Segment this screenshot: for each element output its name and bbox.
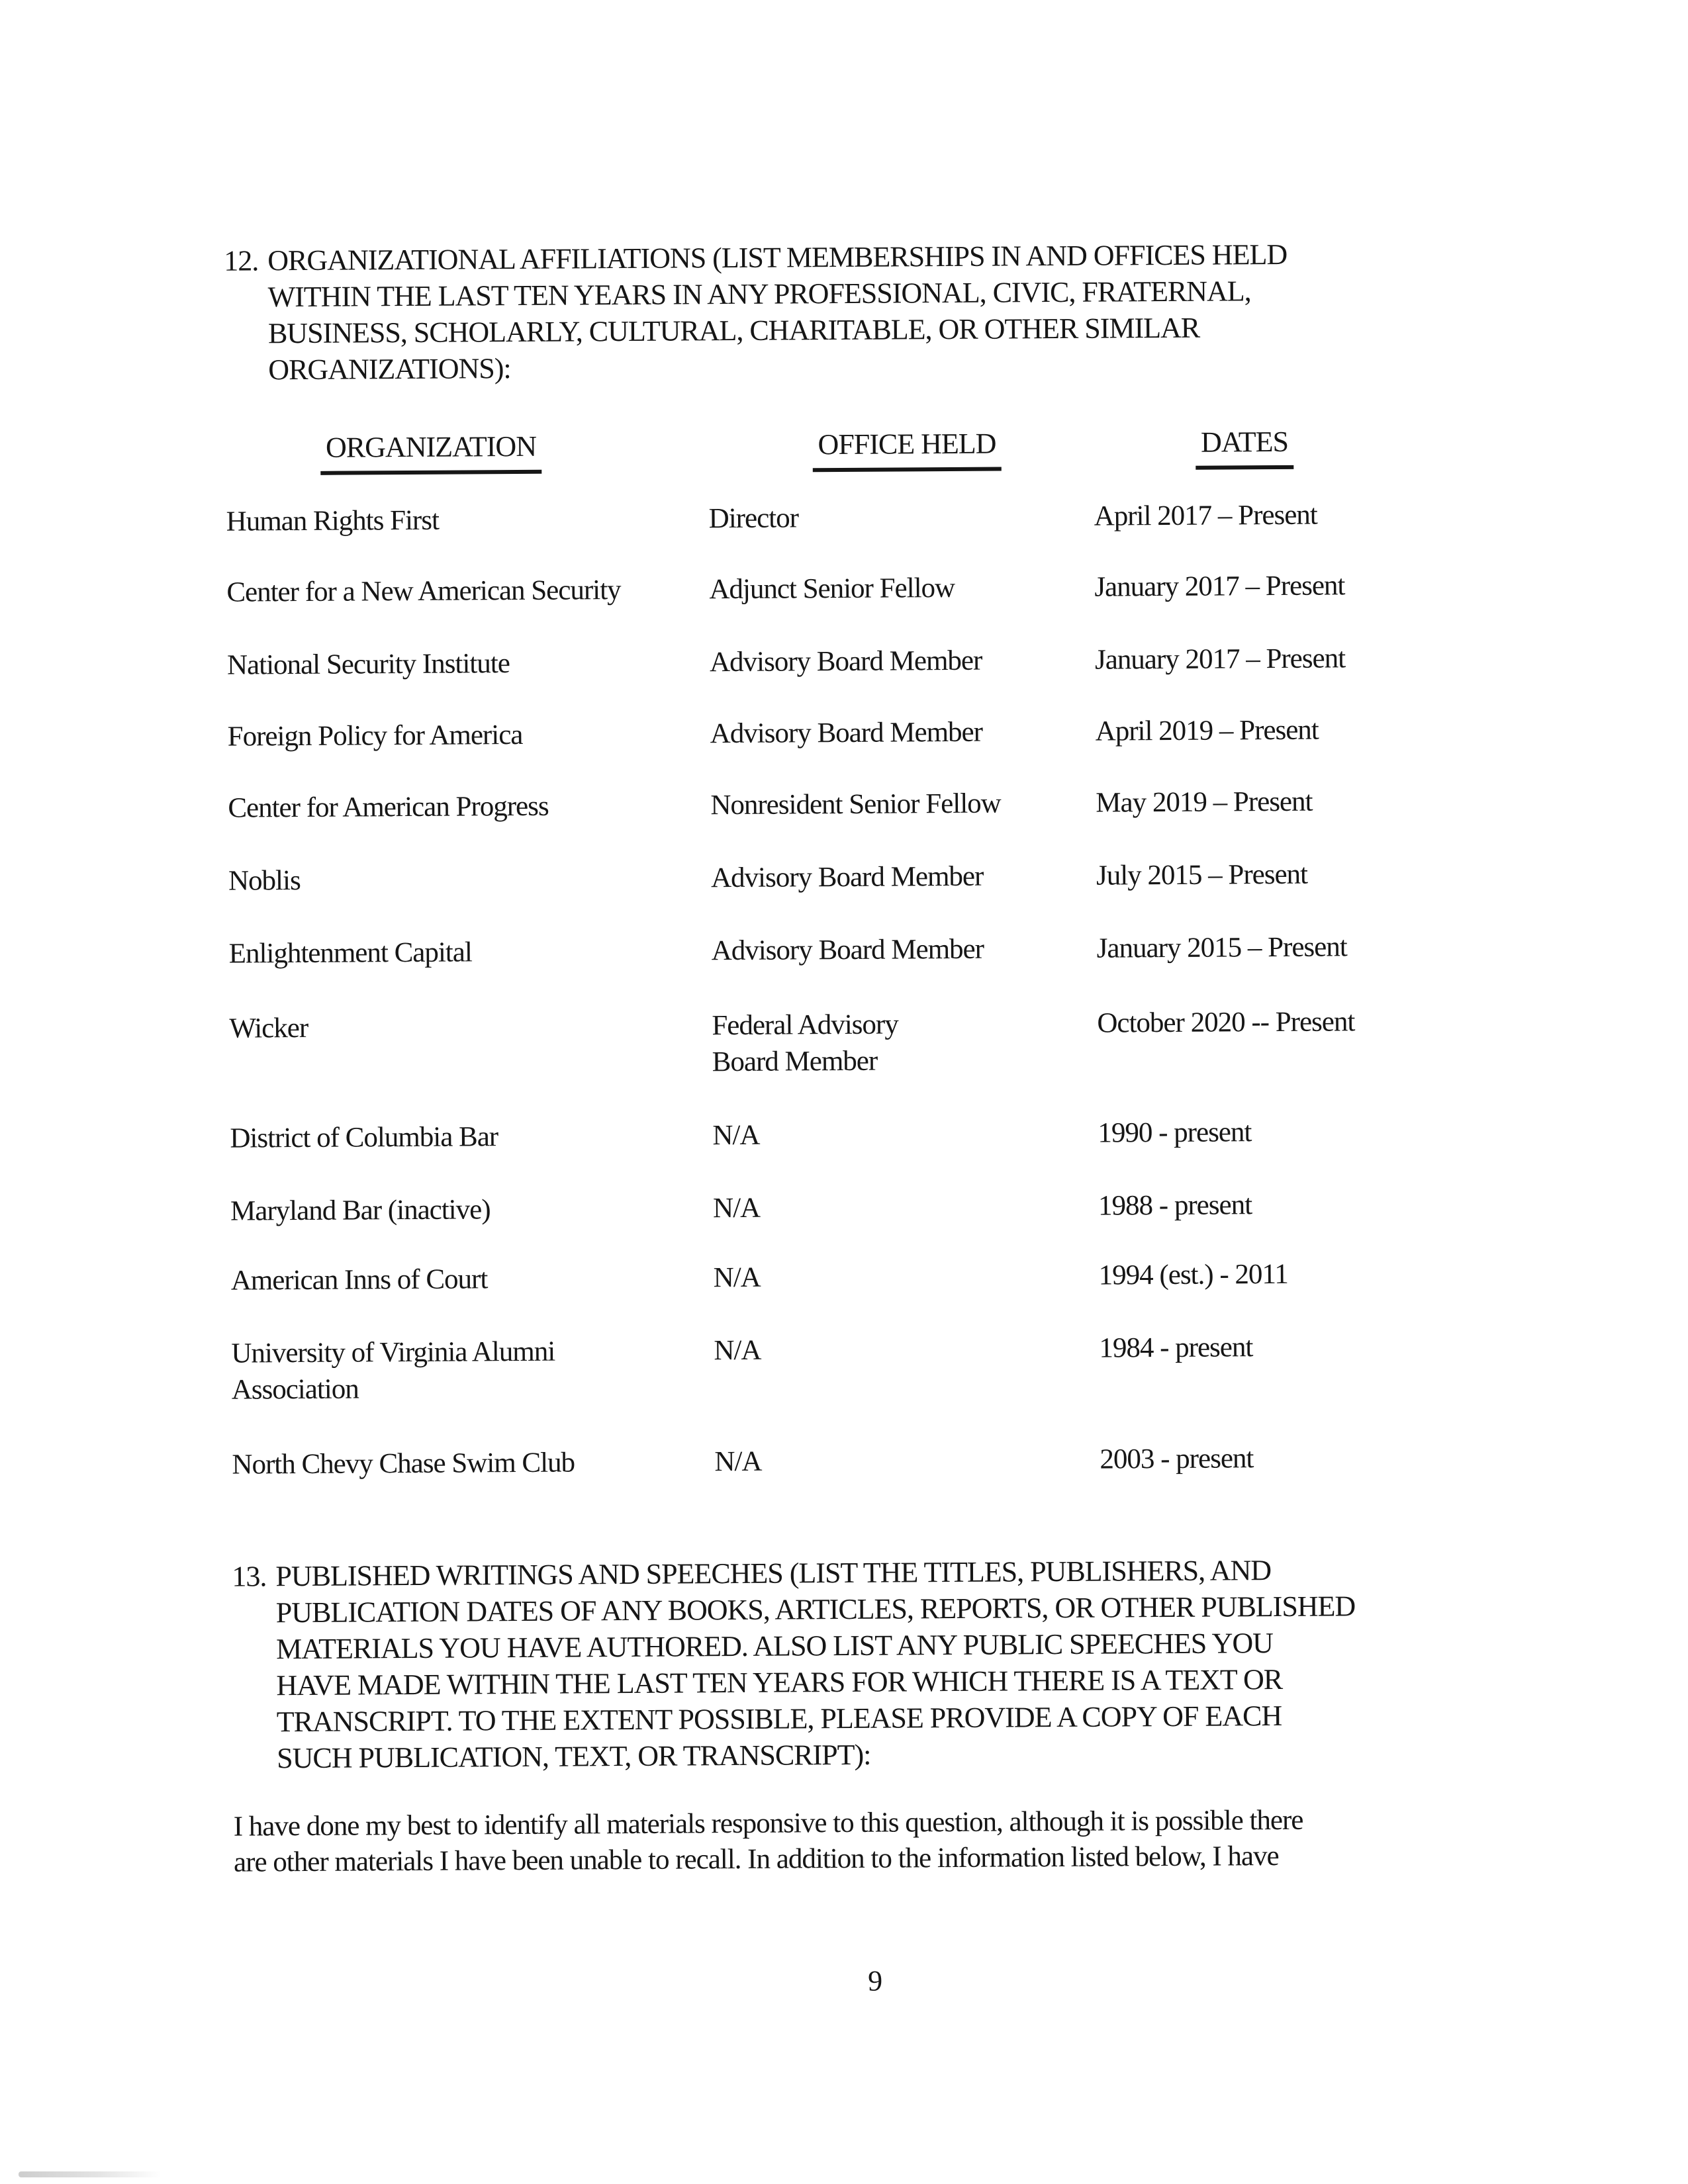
question-12 bbox=[224, 236, 1288, 388]
organization-cell: Noblis bbox=[228, 865, 301, 897]
dates-cell: 1984 - present bbox=[1099, 1332, 1253, 1364]
office-held-cell: Advisory Board Member bbox=[710, 860, 984, 894]
organization-cell: National Security Institute bbox=[226, 648, 510, 681]
dates-cell: 1988 - present bbox=[1098, 1189, 1252, 1222]
organization-cell: Maryland Bar (inactive) bbox=[230, 1194, 491, 1227]
office-held-cell: Advisory Board Member bbox=[711, 933, 984, 967]
organization-cell: Center for American Progress bbox=[228, 790, 549, 824]
dates-cell: April 2019 – Present bbox=[1095, 714, 1319, 747]
dates-cell: January 2017 – Present bbox=[1094, 643, 1346, 676]
office-held-cell: Adjunct Senior Fellow bbox=[709, 572, 955, 606]
question-12-number: 12. bbox=[224, 244, 259, 277]
organization-cell: Foreign Policy for America bbox=[227, 719, 523, 752]
question-13-number: 13. bbox=[232, 1560, 267, 1593]
office-held-cell: N/A bbox=[714, 1334, 761, 1367]
table-header-office-held: OFFICE HELD bbox=[812, 426, 1001, 473]
scan-artifact-line bbox=[19, 2171, 161, 2177]
dates-cell: 2003 - present bbox=[1100, 1443, 1254, 1475]
dates-cell: 1990 - present bbox=[1098, 1116, 1252, 1149]
office-held-cell: N/A bbox=[712, 1192, 761, 1224]
page-number: 9 bbox=[868, 1964, 883, 1997]
office-held-cell: Advisory Board Member bbox=[710, 716, 983, 750]
office-held-cell: N/A bbox=[712, 1119, 760, 1152]
table-header-dates: DATES bbox=[1196, 424, 1293, 470]
office-held-cell: Nonresident Senior Fellow bbox=[710, 788, 1001, 821]
question-12-text: ORGANIZATIONAL AFFILIATIONS (LIST MEMBERSHIPS IN AND OFFICES HELD WITHIN THE LAST TEN YEARS IN ANY PROFESSIONAL, CIVIC, FRATERNAL, BUSINESS, SCHOLARLY, CULTURAL, CHARITABLE, OR OTHER SIMILAR ORGANIZATIONS): bbox=[267, 238, 1288, 387]
organization-cell: Center for a New American Security bbox=[226, 574, 621, 608]
question-13-text: PUBLISHED WRITINGS AND SPEECHES (LIST THE TITLES, PUBLISHERS, AND PUBLICATION DATES OF ANY BOOKS, ARTICLES, REPORTS, OR OTHER PUBLISHED MATERIALS YOU HAVE AUTHORED. ALSO LIST ANY PUBLIC SPEECHES YOU HAVE MADE WITHIN THE LAST TEN YEARS FOR WHICH THERE IS A TEXT OR TRANSCRIPT. TO THE EXTENT POSSIBLE, PLEASE PROVIDE A COPY OF EACH SUCH PUBLICATION, TEXT, OR TRANSCRIPT): bbox=[275, 1554, 1356, 1775]
organization-cell: Enlightenment Capital bbox=[228, 936, 472, 970]
office-held-cell: Director bbox=[708, 502, 799, 535]
organization-cell: Wicker bbox=[229, 1012, 308, 1044]
table-header-organization: ORGANIZATION bbox=[320, 429, 541, 475]
table-row bbox=[3, 1437, 1688, 1527]
dates-cell: January 2017 – Present bbox=[1094, 570, 1345, 603]
office-held-cell: N/A bbox=[713, 1261, 761, 1294]
office-held-cell: Federal Advisory Board Member bbox=[712, 1009, 898, 1078]
organization-cell: North Chevy Chase Swim Club bbox=[232, 1447, 575, 1480]
table-row bbox=[0, 1001, 1688, 1091]
dates-cell: May 2019 – Present bbox=[1096, 786, 1313, 819]
table-row bbox=[2, 1326, 1688, 1416]
dates-cell: 1994 (est.) - 2011 bbox=[1098, 1258, 1288, 1291]
organization-cell: American Inns of Court bbox=[230, 1263, 488, 1297]
organization-cell: University of Virginia Alumni Association bbox=[231, 1336, 555, 1406]
closing-paragraph: I have done my best to identify all materials responsive to this question, although it is possible there are other materials I have been unable to recall. In addition to the information listed below, I have bbox=[233, 1804, 1303, 1878]
dates-cell: July 2015 – Present bbox=[1096, 858, 1308, 891]
question-13 bbox=[232, 1551, 1356, 1776]
office-held-cell: Advisory Board Member bbox=[709, 645, 982, 678]
organization-cell: District of Columbia Bar bbox=[230, 1121, 498, 1154]
dates-cell: April 2017 – Present bbox=[1094, 499, 1317, 532]
dates-cell: January 2015 – Present bbox=[1096, 931, 1347, 964]
organization-cell: Human Rights First bbox=[226, 504, 440, 537]
dates-cell: October 2020 -- Present bbox=[1097, 1006, 1355, 1039]
office-held-cell: N/A bbox=[714, 1445, 762, 1478]
